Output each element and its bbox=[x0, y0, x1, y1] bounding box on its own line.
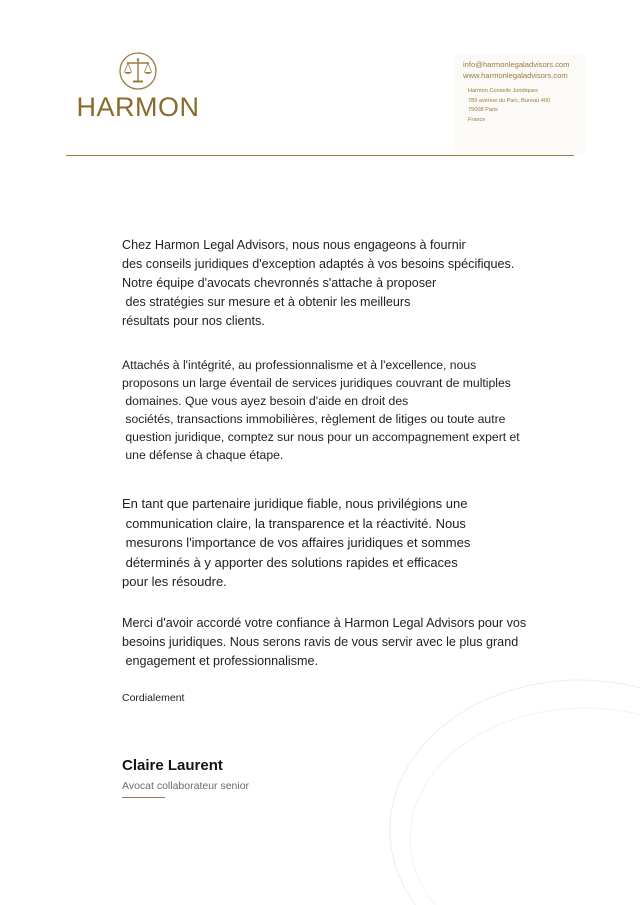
body-paragraph: En tant que partenaire juridique fiable, nous privilégions une communication claire, la transparence et la réactivité. Nous mesurons l'importance de vos affaires juridiques et sommes déterminés à y apporter des solutions rapides et efficaces pour les résoudre. bbox=[122, 496, 471, 589]
body-paragraph: Attachés à l'intégrité, au professionnalisme et à l'excellence, nous proposons un large éventail de services juridiques couvrant de multiples domaines. Que vous ayez besoin d'aide en droit des sociétés, transactions immobilières, règlement de litiges ou toute autre question juridique, comptez sur nous pour un accompagnement expert et une défense à chaque étape. bbox=[122, 358, 520, 462]
signature-underline bbox=[122, 797, 165, 798]
decorative-ellipse bbox=[380, 670, 640, 905]
contact-website[interactable]: www.harmonlegaladvisors.com bbox=[463, 71, 568, 80]
address-line: 75008 Paris bbox=[468, 107, 498, 114]
signer-title: Avocat collaborateur senior bbox=[122, 780, 250, 792]
brand-name: HARMON bbox=[76, 92, 200, 122]
contact-email[interactable]: info@harmonlegaladvisors.com bbox=[463, 60, 570, 69]
signer-name: Claire Laurent bbox=[122, 757, 223, 774]
address-line: France bbox=[468, 116, 486, 123]
address-line: 789 avenue du Parc, Bureau 400 bbox=[468, 97, 551, 104]
closing-salutation: Cordialement bbox=[122, 692, 185, 704]
body-paragraph: Merci d'avoir accordé votre confiance à Harmon Legal Advisors pour vos besoins juridiques. Nous serons ravis de vous servir avec le plus grand engagement et professionnalisme. bbox=[122, 616, 527, 668]
scales-of-justice-icon bbox=[118, 52, 158, 90]
company-logo bbox=[76, 52, 200, 123]
header-divider bbox=[66, 155, 574, 156]
contact-block bbox=[455, 55, 585, 153]
body-paragraph: Chez Harmon Legal Advisors, nous nous engageons à fournir des conseils juridiques d'exception adaptés à vos besoins spécifiques. Notre équipe d'avocats chevronnés s'attache à proposer des stratégies sur mesure et à obtenir les meilleurs résultats pour nos clients. bbox=[122, 238, 515, 328]
address-line: Harmon Conseils Juridiques bbox=[468, 88, 538, 94]
